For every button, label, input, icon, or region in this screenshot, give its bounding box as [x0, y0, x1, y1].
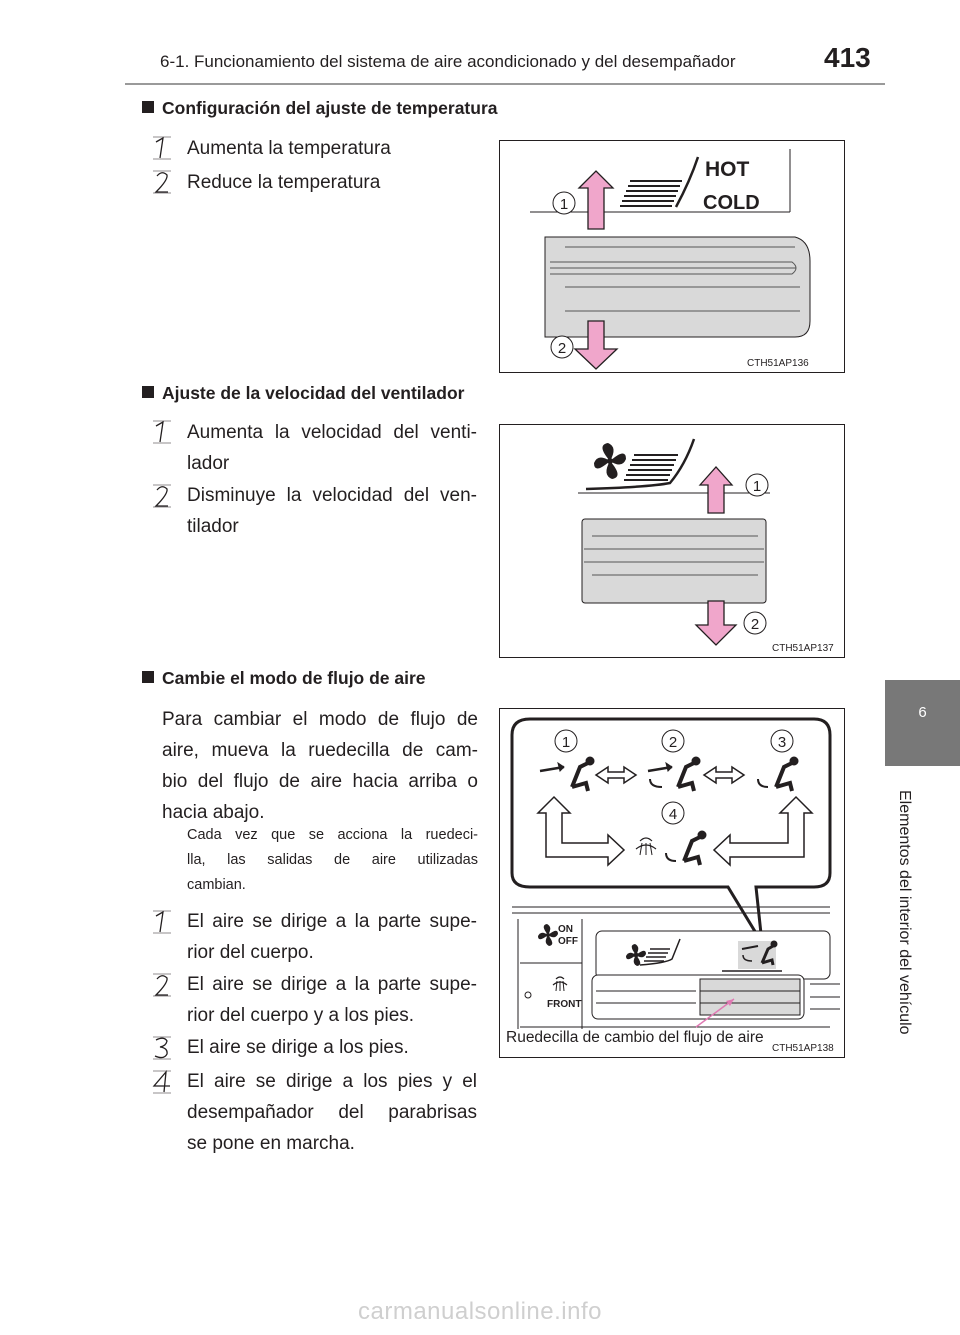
number-4-icon [152, 1070, 172, 1094]
page-number: 413 [824, 42, 871, 73]
cold-label: COLD [703, 192, 760, 214]
airflow-item-2-line1: El aire se dirige a la parte supe- [187, 974, 477, 995]
airflow-paragraph [162, 704, 478, 828]
callout-1: 1 [561, 734, 571, 751]
airflow-item-2 [187, 969, 477, 1031]
paragraph-line: hacia abajo. [162, 802, 265, 823]
fan-item-1-line2: lador [187, 453, 230, 474]
section-heading-fan [142, 383, 464, 404]
airflow-illustration [500, 709, 844, 1057]
airflow-item-1-line2: rior del cuerpo. [187, 942, 314, 963]
callout-2: 2 [750, 616, 760, 633]
fan-dial [582, 519, 766, 603]
figure-code: CTH51AP137 [772, 643, 834, 654]
airflow-item-1 [187, 906, 477, 968]
callout-2: 2 [557, 340, 567, 357]
hot-label: HOT [705, 158, 750, 181]
section-heading-airflow [142, 668, 426, 689]
callout-1: 1 [752, 478, 762, 495]
chapter-tab [885, 680, 960, 766]
number-1-icon [152, 420, 172, 444]
arrow-down-icon [696, 601, 736, 645]
airflow-item-2-line2: rior del cuerpo y a los pies. [187, 1005, 415, 1026]
airflow-note [187, 823, 478, 898]
section-heading-text: Configuración del ajuste de temperatura [162, 98, 498, 118]
fan-figure [499, 424, 845, 658]
arrow-up-icon [700, 467, 732, 513]
airflow-figure [499, 708, 845, 1058]
temp-gradient-icon [620, 157, 698, 207]
section-heading-text: Cambie el modo de flujo de aire [162, 668, 426, 688]
paragraph-line: bio del flujo de aire hacia arriba o [162, 771, 478, 792]
number-1-icon [152, 910, 172, 934]
chapter-label: Elementos del interior del vehículo [896, 790, 913, 1035]
fan-icon [538, 924, 558, 946]
square-bullet-icon [142, 101, 154, 113]
chapter-side-label [895, 790, 925, 1080]
front-defrost-icon [553, 977, 567, 991]
section-heading-temperature [142, 98, 497, 119]
paragraph-line: Para cambiar el modo de flujo de [162, 709, 478, 730]
airflow-item-4-line2: desempañador del parabrisas [187, 1102, 477, 1123]
number-2-icon [152, 484, 172, 508]
figure-code: CTH51AP138 [772, 1043, 834, 1054]
fan-item-2-line2: tilador [187, 516, 239, 537]
off-label: OFF [558, 936, 578, 947]
airflow-item-4-line3: se pone en marcha. [187, 1133, 355, 1154]
chapter-number: 6 [918, 704, 927, 721]
square-bullet-icon [142, 386, 154, 398]
airflow-item-4-line1: El aire se dirige a los pies y el [187, 1071, 477, 1092]
callout-4: 4 [668, 806, 678, 823]
fan-item-2-line1: Disminuye la velocidad del ven- [187, 485, 477, 506]
note-line: Cada vez que se acciona la ruedeci- [187, 827, 478, 843]
temperature-item-1: Aumenta la temperatura [187, 138, 391, 159]
airflow-item-4 [187, 1066, 477, 1159]
number-2-icon [152, 973, 172, 997]
airflow-item-3: El aire se dirige a los pies. [187, 1037, 409, 1058]
callout-2: 2 [668, 734, 678, 751]
square-bullet-icon [142, 671, 154, 683]
temperature-dial-illustration [500, 141, 844, 372]
note-line: cambian. [187, 877, 246, 893]
temperature-figure [499, 140, 845, 373]
fan-item-1 [187, 417, 477, 479]
front-label: FRONT [547, 999, 582, 1010]
temperature-dial [545, 237, 810, 337]
note-line: lla, las salidas de aire utilizadas [187, 852, 478, 868]
header-divider [125, 83, 885, 85]
paragraph-line: aire, mueva la ruedecilla de cam- [162, 740, 478, 761]
number-1-icon [152, 136, 172, 160]
header-title: 6-1. Funcionamiento del sistema de aire acondicionado y del desempañador [160, 52, 736, 71]
wheel-caption: Ruedecilla de cambio del flujo de aire [506, 1029, 764, 1046]
figure-code: CTH51AP136 [747, 358, 809, 369]
section-heading-text: Ajuste de la velocidad del ventilador [162, 383, 465, 403]
fan-item-2 [187, 480, 477, 542]
callout-3: 3 [777, 734, 787, 751]
fan-icon [594, 443, 626, 479]
fan-item-1-line1: Aumenta la velocidad del venti- [187, 422, 477, 443]
on-label: ON [558, 924, 573, 935]
arrow-up-icon [579, 171, 613, 229]
callout-1: 1 [559, 196, 569, 213]
watermark: carmanualsonline.info [358, 1298, 602, 1325]
number-2-icon [152, 170, 172, 194]
airflow-item-1-line1: El aire se dirige a la parte supe- [187, 911, 477, 932]
temperature-item-2: Reduce la temperatura [187, 172, 381, 193]
fan-dial-illustration [500, 425, 844, 657]
number-3-icon [152, 1036, 172, 1060]
